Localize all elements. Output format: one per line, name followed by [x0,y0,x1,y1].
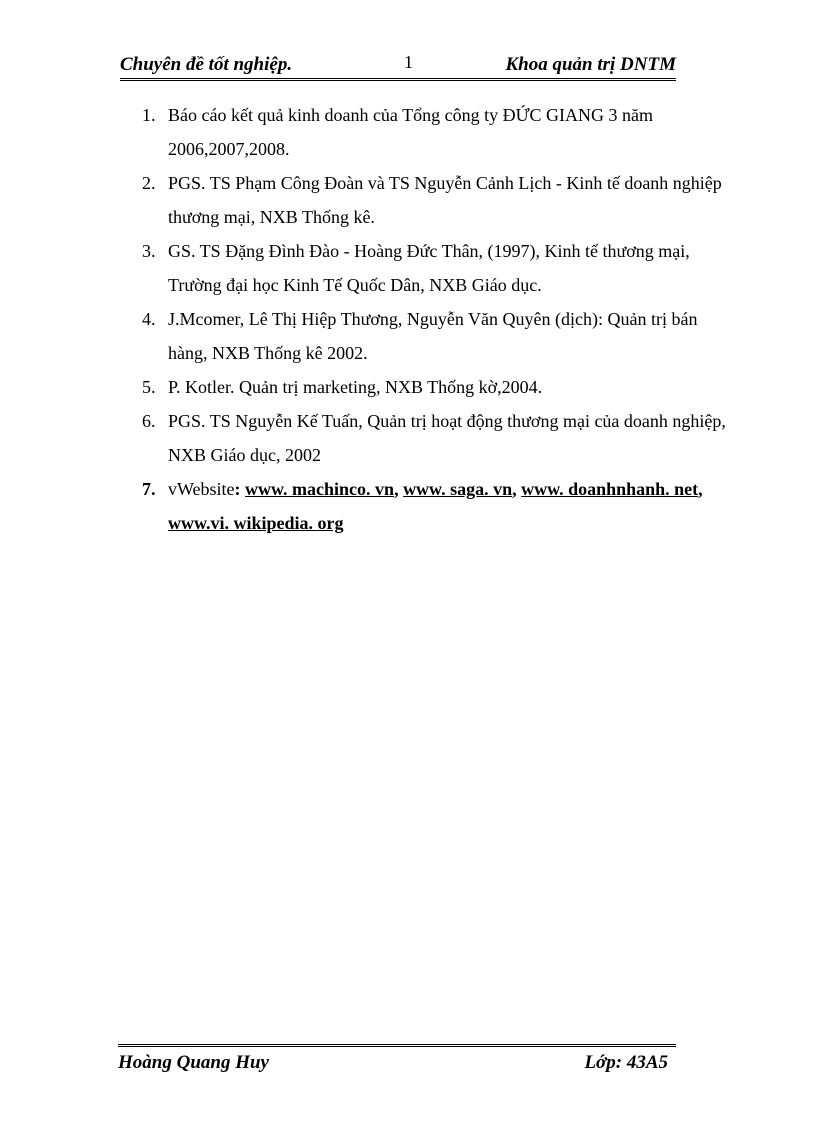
reference-item [142,234,732,302]
reference-item [142,166,732,234]
link-separator: , [394,479,399,499]
reference-number: 7. [142,479,156,499]
reference-text: P. Kotler. Quản trị marketing, NXB Thống kờ,2004. [168,377,543,397]
reference-text: GS. TS Đặng Đình Đào - Hoàng Đức Thân, (1997), Kinh tế thương mại, Trường đại học Kinh Tế Quốc Dân, NXB Giáo dục. [168,241,690,295]
page-footer [118,1044,676,1077]
reference-item [142,98,732,166]
reference-number: 2. [142,173,156,193]
footer-class: Lớp: 43A5 [584,1052,668,1073]
reference-list [142,98,732,540]
reference-number: 1. [142,105,156,125]
reference-number: 6. [142,411,156,431]
website-link-doanhnhanh[interactable]: www. doanhnhanh. net [521,479,699,499]
website-link-wikipedia[interactable]: www.vi. wikipedia. org [168,513,344,533]
page-number: 1 [404,52,413,72]
website-link-machinco[interactable]: www. machinco. vn [245,479,395,499]
website-colon: : [234,479,241,499]
website-link-saga[interactable]: www. saga. vn [403,479,513,499]
footer-author: Hoàng Quang Huy [118,1052,269,1073]
header-title: Chuyên đề tốt nghiệp. [120,54,293,75]
website-label: vWebsite [168,479,235,499]
reference-number: 5. [142,377,156,397]
reference-item [142,404,732,472]
reference-item-websites [142,472,732,540]
link-separator: , [512,479,517,499]
page-header [120,52,676,81]
reference-item [142,302,732,370]
reference-item [142,370,732,404]
reference-number: 3. [142,241,156,261]
header-department: Khoa quản trị DNTM [505,54,676,75]
reference-text: PGS. TS Nguyễn Kế Tuấn, Quản trị hoạt động thương mại của doanh nghiệp, NXB Giáo dục, 2002 [168,411,726,465]
link-separator: , [698,479,703,499]
reference-text: J.Mcomer, Lê Thị Hiệp Thương, Nguyễn Văn Quyên (dịch): Quản trị bán hàng, NXB Thống kê 2002. [168,309,698,363]
reference-text: Báo cáo kết quả kinh doanh của Tổng công ty ĐỨC GIANG 3 năm 2006,2007,2008. [168,105,654,159]
reference-text: PGS. TS Phạm Công Đoàn và TS Nguyễn Cảnh Lịch - Kinh tế doanh nghiệp thương mại, NXB Thống kê. [168,173,722,227]
reference-number: 4. [142,309,156,329]
